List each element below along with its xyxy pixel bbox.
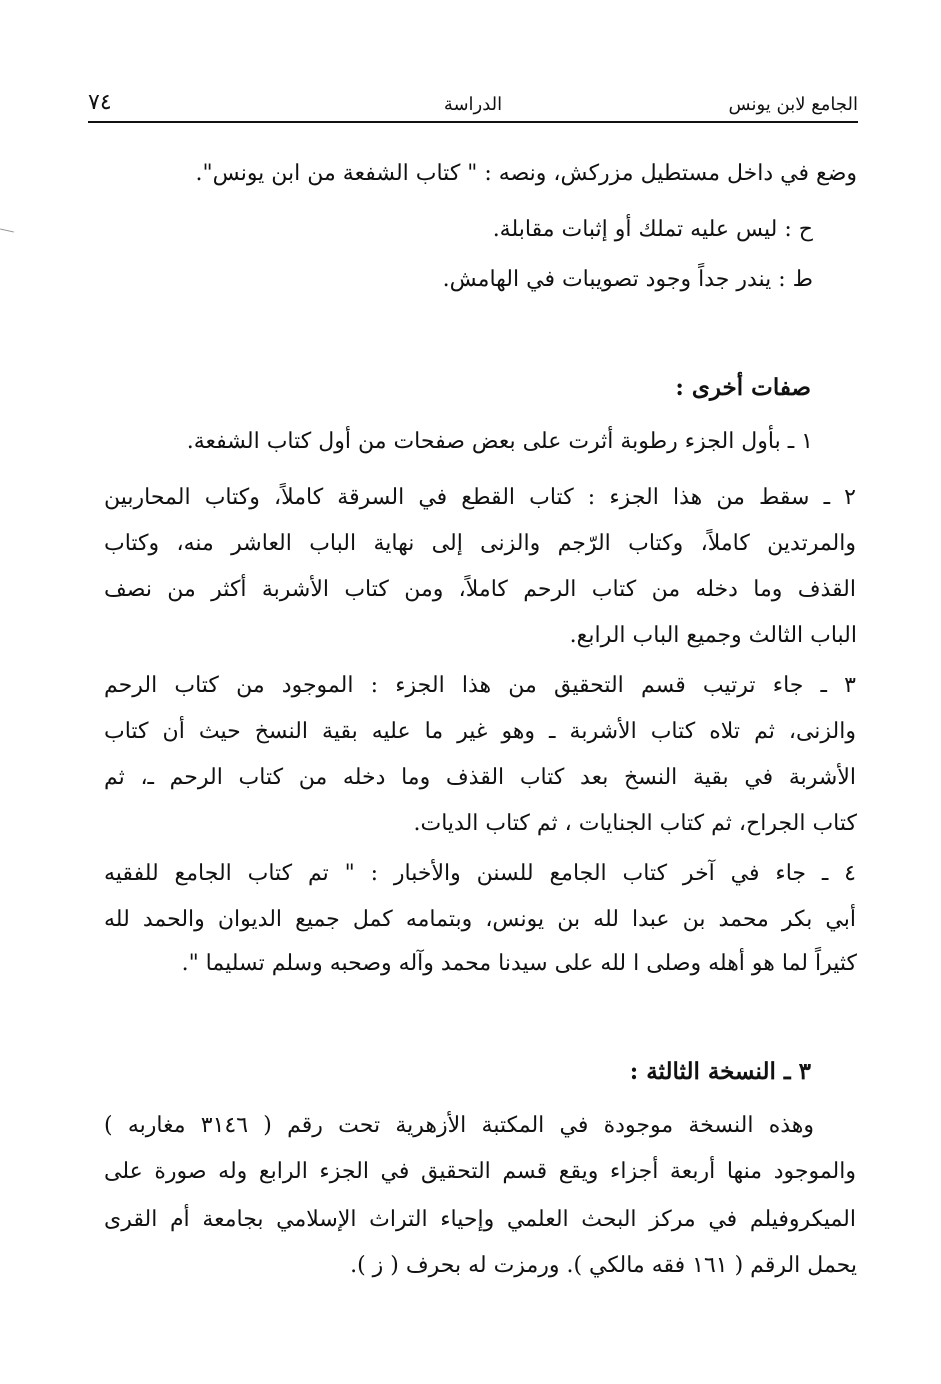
section-heading: ٣ ـ النسخة الثالثة : xyxy=(629,1058,811,1085)
paragraph-line: والزنى، ثم تلاه كتاب الأشربة ـ وهو غير ما عليه بقية النسخ حيث أن كتاب xyxy=(104,719,856,744)
paragraph-line: الميكروفيلم في مركز البحث العلمي وإحياء التراث الإسلامي بجامعة أم القرى xyxy=(104,1207,856,1232)
section-heading: صفات أخرى : xyxy=(675,374,811,401)
page-number: ٧٤ xyxy=(88,90,112,115)
paragraph-line: ٤ ـ جاء في آخر كتاب الجامع للسنن والأخبار : " تم كتاب الجامع للفقيه xyxy=(104,861,856,886)
paragraph-line: أبي بكر محمد بن عبدا لله بن يونس، وبتمامه كمل جميع الديوان والحمد لله xyxy=(104,907,856,932)
note-line: ط : يندر جداً وجود تصويبات في الهامش. xyxy=(442,267,813,292)
paragraph-line: ٣ ـ جاء ترتيب قسم التحقيق من هذا الجزء : الموجود من كتاب الرحم xyxy=(104,673,856,698)
paragraph-line: يحمل الرقم ( ١٦١ فقه مالكي ). ورمزت له بحرف ( ز ). xyxy=(350,1253,857,1278)
header-rule xyxy=(88,121,858,123)
paragraph-line: كثيراً لما هو أهله وصلى ا لله على سيدنا محمد وآله وصحبه وسلم تسليما ". xyxy=(181,951,857,976)
paragraph-line: القذف وما دخله من كتاب الرحم كاملاً، ومن كتاب الأشربة أكثر من نصف xyxy=(104,577,856,602)
intro-line: وضع في داخل مستطيل مزركش، ونصه : " كتاب الشفعة من ابن يونس". xyxy=(195,161,857,186)
running-header xyxy=(88,92,858,118)
paragraph-line: الأشربة في بقية النسخ بعد كتاب القذف وما دخله من كتاب الرحم ـ، ثم xyxy=(104,765,856,790)
paragraph-line: كتاب الجراح، ثم كتاب الجنايات ، ثم كتاب الديات. xyxy=(413,811,857,836)
paragraph-line: وهذه النسخة موجودة في المكتبة الأزهرية تحت رقم ( ٣١٤٦ مغاربه ) xyxy=(104,1113,814,1138)
note-line: ح : ليس عليه تملك أو إثبات مقابلة. xyxy=(492,217,813,242)
paragraph-line: والموجود منها أربعة أجزاء ويقع قسم التحقيق في الجزء الرابع وله صورة على xyxy=(104,1159,856,1184)
paragraph-line: والمرتدين كاملاً، وكتاب الرّجم والزنى إلى نهاية الباب العاشر منه، وكتاب xyxy=(104,531,856,556)
header-section: الدراسة xyxy=(443,94,503,115)
paragraph-line: ٢ ـ سقط من هذا الجزء : كتاب القطع في السرقة كاملاً، وكتاب المحاربين xyxy=(104,485,856,510)
paragraph-line: الباب الثالث وجميع الباب الرابع. xyxy=(569,623,857,648)
scan-edge-mark xyxy=(0,229,14,233)
header-book-title: الجامع لابن يونس xyxy=(728,94,858,115)
paragraph-line: ١ ـ بأول الجزء رطوبة أثرت على بعض صفحات من أول كتاب الشفعة. xyxy=(186,429,813,454)
